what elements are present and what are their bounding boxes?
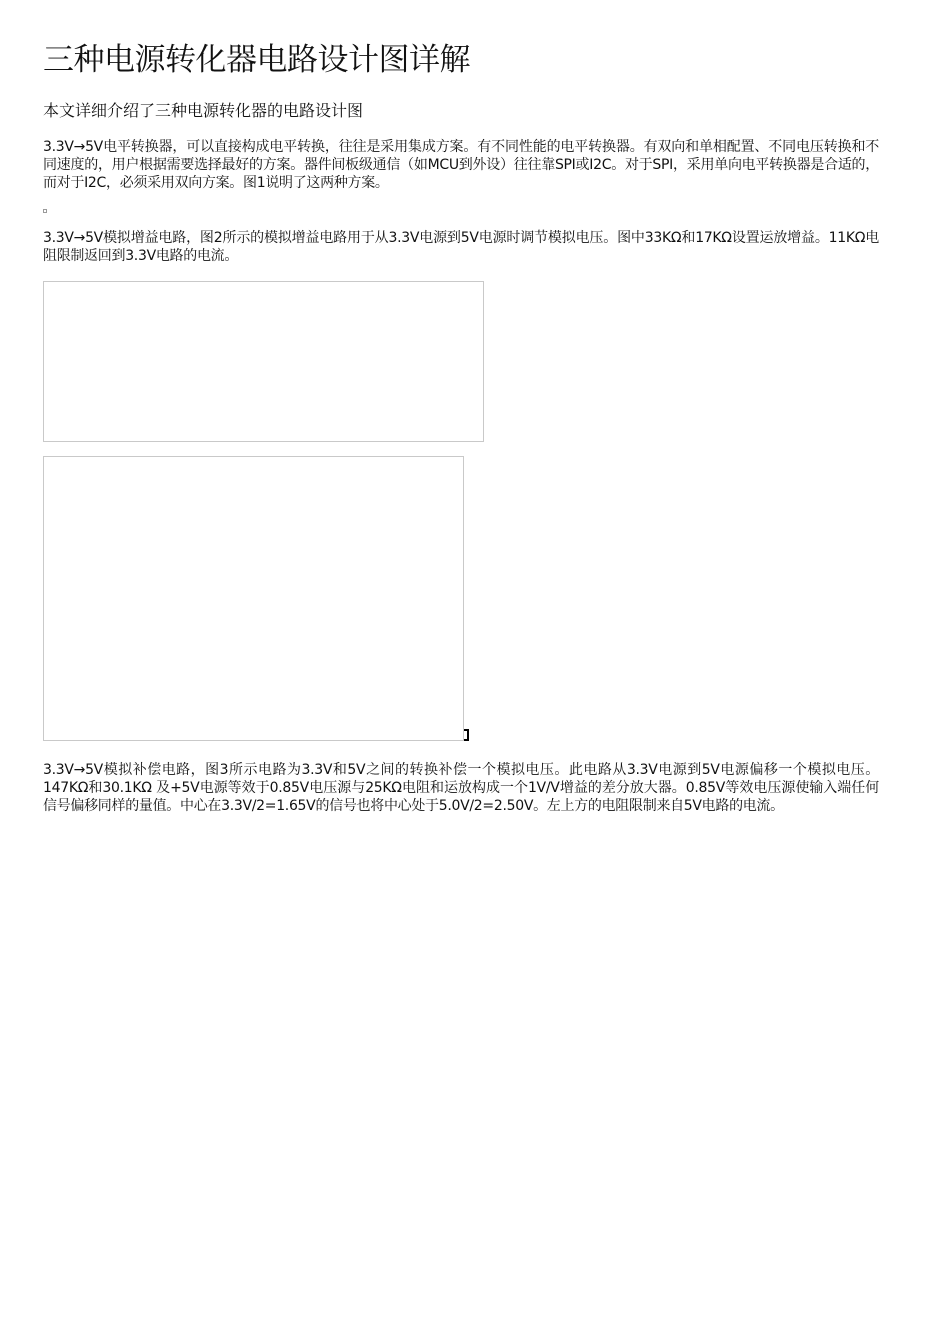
paragraph-analog-gain: 3.3V→5V模拟增益电路，图2所示的模拟增益电路用于从3.3V电源到5V电源时调节模拟电压。图中33KΩ和17KΩ设置运放增益。11KΩ电阻限制返回到3.3V电路的电流。 xyxy=(43,230,879,264)
figure-2-image-placeholder xyxy=(43,281,484,442)
figure-1-image-placeholder xyxy=(43,209,47,213)
page-title: 三种电源转化器电路设计图详解 xyxy=(43,42,470,78)
paragraph-level-converter: 3.3V→5V电平转换器，可以直接构成电平转换，往往是采用集成方案。有不同性能的电平转换器。有双向和单相配置、不同电压转换和不同速度的，用户根据需要选择最好的方案。器件间板级通信（如MCU到外设）往往靠SPI或I2C。对于SPI，采用单向电平转换器是合适的，而对于I2C，必须采用双向方案。图1说明了这两种方案。 xyxy=(43,139,879,191)
paragraph-analog-offset: 3.3V→5V模拟补偿电路，图3所示电路为3.3V和5V之间的转换补偿一个模拟电压。此电路从3.3V电源到5V电源偏移一个模拟电压。147KΩ和30.1KΩ 及+5V电源等效于0.85V电压源与25KΩ电阻和运放构成一个1V/V增益的差分放大器。0.85V等效电压源使输入端任何信号偏移同样的量值。中心在3.3V/2=1.65V的信号也将中心处于5.0V/2=2.50V。左上方的电阻限制来自5V电路的电流。 xyxy=(43,762,879,814)
figure-3-image-placeholder xyxy=(43,456,464,741)
broken-image-marker xyxy=(464,729,469,741)
article-subtitle: 本文详细介绍了三种电源转化器的电路设计图 xyxy=(43,101,364,120)
